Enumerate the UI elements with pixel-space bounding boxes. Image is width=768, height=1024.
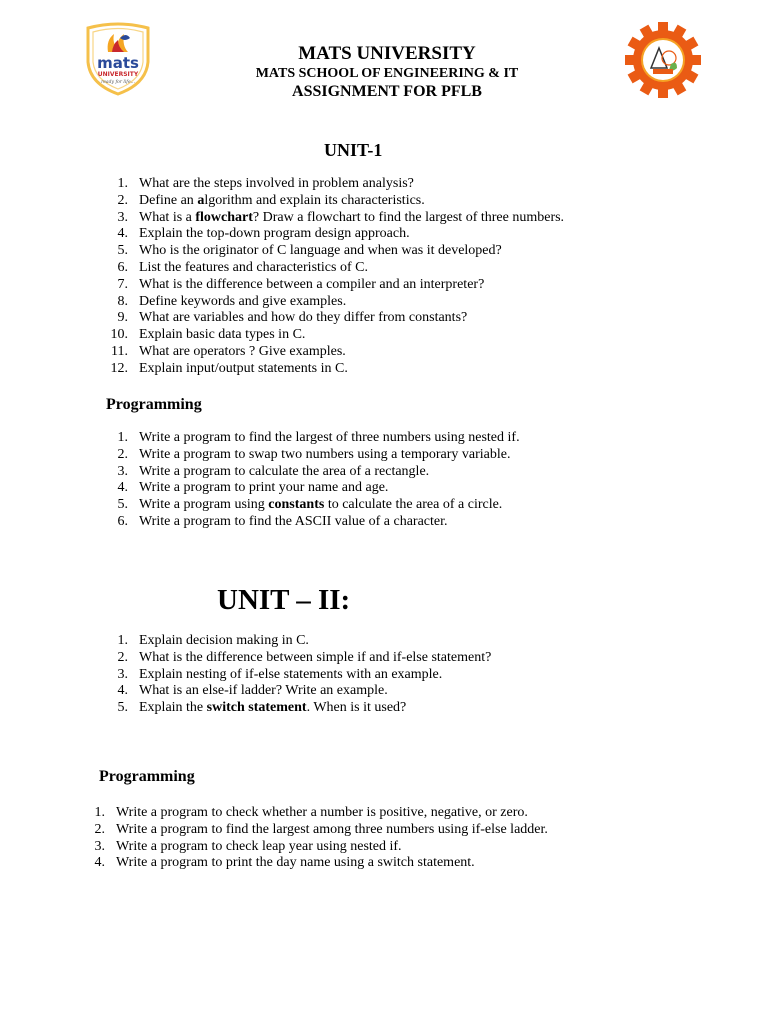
item-text: List the features and characteristics of C. — [139, 259, 368, 275]
svg-text:ready for life...: ready for life... — [101, 80, 135, 85]
item-text: What are operators ? Give examples. — [139, 343, 346, 359]
list-item — [94, 855, 548, 872]
list-item — [110, 360, 564, 378]
list-item — [117, 700, 491, 717]
list-item — [111, 343, 564, 361]
item-text: What are the steps involved in problem analysis? — [139, 176, 414, 191]
item-text: Explain decision making in C. — [139, 633, 309, 648]
item-number: 3. — [94, 838, 105, 854]
item-text: Write a program to check leap year using nested if. — [116, 838, 402, 854]
item-text: Who is the originator of C language and when was it developed? — [139, 243, 502, 259]
item-text: Define an — [139, 192, 198, 208]
list-item — [117, 259, 564, 277]
item-text: What are variables and how do they differ from constants? — [139, 310, 468, 326]
list-item — [117, 209, 565, 227]
item-text: Explain basic data types in C. — [139, 327, 306, 343]
item-text: Write a program to calculate the area of a rectangle. — [139, 463, 430, 479]
item-number: 9. — [117, 310, 128, 326]
item-number: 3. — [117, 209, 128, 225]
item-text: Explain nesting of if-else statements with an example. — [139, 666, 443, 682]
list-item — [117, 649, 492, 667]
list-item — [110, 327, 564, 344]
item-text: What is a — [139, 209, 196, 225]
list-item — [117, 276, 564, 294]
item-text: Write a program to find the largest among three numbers using if-else ladder. — [116, 821, 548, 837]
item-number: 2. — [117, 649, 128, 665]
unit-1-heading: UNIT-1 — [324, 140, 383, 160]
university-name: MATS UNIVERSITY — [298, 43, 476, 64]
bold-term: switch statement — [206, 700, 307, 716]
item-text: to calculate the area of a circle. — [324, 497, 503, 513]
item-text: Write a program to print your name and age. — [139, 480, 389, 496]
list-item — [117, 497, 520, 514]
list-item — [94, 805, 548, 822]
item-number: 2. — [94, 821, 105, 837]
item-number: 11. — [111, 343, 128, 359]
list-item — [117, 463, 520, 481]
svg-text:mats: mats — [97, 54, 139, 72]
item-number: 4. — [117, 683, 128, 699]
unit-2-questions — [117, 633, 492, 717]
item-text: Explain the — [139, 700, 207, 716]
item-number: 3. — [117, 463, 128, 479]
item-text: Define keywords and give examples. — [139, 293, 347, 309]
list-item — [94, 838, 548, 856]
list-item — [117, 293, 564, 311]
item-number: 1. — [94, 805, 105, 820]
item-number: 5. — [117, 700, 128, 716]
item-text: Explain the top-down program design approach. — [139, 226, 410, 242]
bold-term: a — [197, 192, 205, 208]
item-text: ? Draw a flowchart to find the largest of three numbers. — [252, 209, 565, 225]
item-number: 4. — [94, 855, 105, 871]
item-text: Write a program to find the ASCII value of a character. — [139, 513, 448, 529]
unit-1-programming-list — [117, 430, 520, 531]
item-number: 2. — [117, 192, 128, 208]
item-number: 8. — [117, 293, 128, 309]
item-number: 1. — [117, 430, 128, 445]
item-number: 1. — [117, 633, 128, 648]
list-item — [117, 513, 520, 531]
item-text: What is the difference between simple if and if-else statement? — [139, 649, 492, 665]
item-text: Explain input/output statements in C. — [139, 360, 348, 376]
list-item — [117, 666, 491, 684]
item-number: 6. — [117, 513, 128, 529]
item-number: 1. — [117, 176, 128, 191]
item-text: Write a program to find the largest of three numbers using nested if. — [139, 430, 520, 445]
item-text: Write a program to swap two numbers using a temporary variable. — [139, 446, 511, 462]
item-text: Write a program using — [139, 497, 269, 513]
list-item — [117, 633, 491, 650]
list-item — [117, 683, 491, 700]
item-number: 10. — [110, 327, 128, 343]
svg-text:UNIVERSITY: UNIVERSITY — [97, 71, 139, 78]
unit-2-heading: UNIT – II: — [217, 584, 351, 616]
bold-term: constants — [268, 497, 325, 513]
list-item — [117, 480, 520, 497]
list-item — [117, 310, 564, 327]
list-item — [117, 446, 520, 464]
item-number: 5. — [117, 497, 128, 513]
unit-2-programming-heading: Programming — [99, 768, 195, 785]
assignment-title: ASSIGNMENT FOR PFLB — [292, 83, 482, 100]
list-item — [117, 243, 564, 260]
school-name: MATS SCHOOL OF ENGINEERING & IT — [255, 66, 519, 81]
list-item — [117, 192, 564, 210]
item-number: 7. — [117, 276, 128, 292]
item-number: 5. — [117, 243, 128, 259]
item-text: lgorithm and explain its characteristics. — [204, 192, 425, 208]
list-item — [117, 176, 564, 193]
item-number: 6. — [117, 259, 128, 275]
list-item — [117, 226, 564, 243]
item-text: . When is it used? — [306, 700, 407, 716]
item-number: 12. — [110, 360, 128, 376]
unit-1-programming-heading: Programming — [106, 396, 202, 413]
item-text: Write a program to check whether a number is positive, negative, or zero. — [116, 805, 528, 820]
list-item — [117, 430, 520, 447]
item-text: Write a program to print the day name using a switch statement. — [116, 855, 475, 871]
item-number: 3. — [117, 666, 128, 682]
list-item — [94, 821, 548, 839]
item-number: 4. — [117, 226, 128, 242]
bold-term: flowchart — [195, 209, 253, 225]
unit-1-questions — [110, 176, 565, 378]
item-text: What is an else-if ladder? Write an example. — [139, 683, 388, 699]
unit-2-programming-list — [94, 805, 548, 872]
item-text: What is the difference between a compiler and an interpreter? — [139, 276, 485, 292]
item-number: 4. — [117, 480, 128, 496]
item-number: 2. — [117, 446, 128, 462]
